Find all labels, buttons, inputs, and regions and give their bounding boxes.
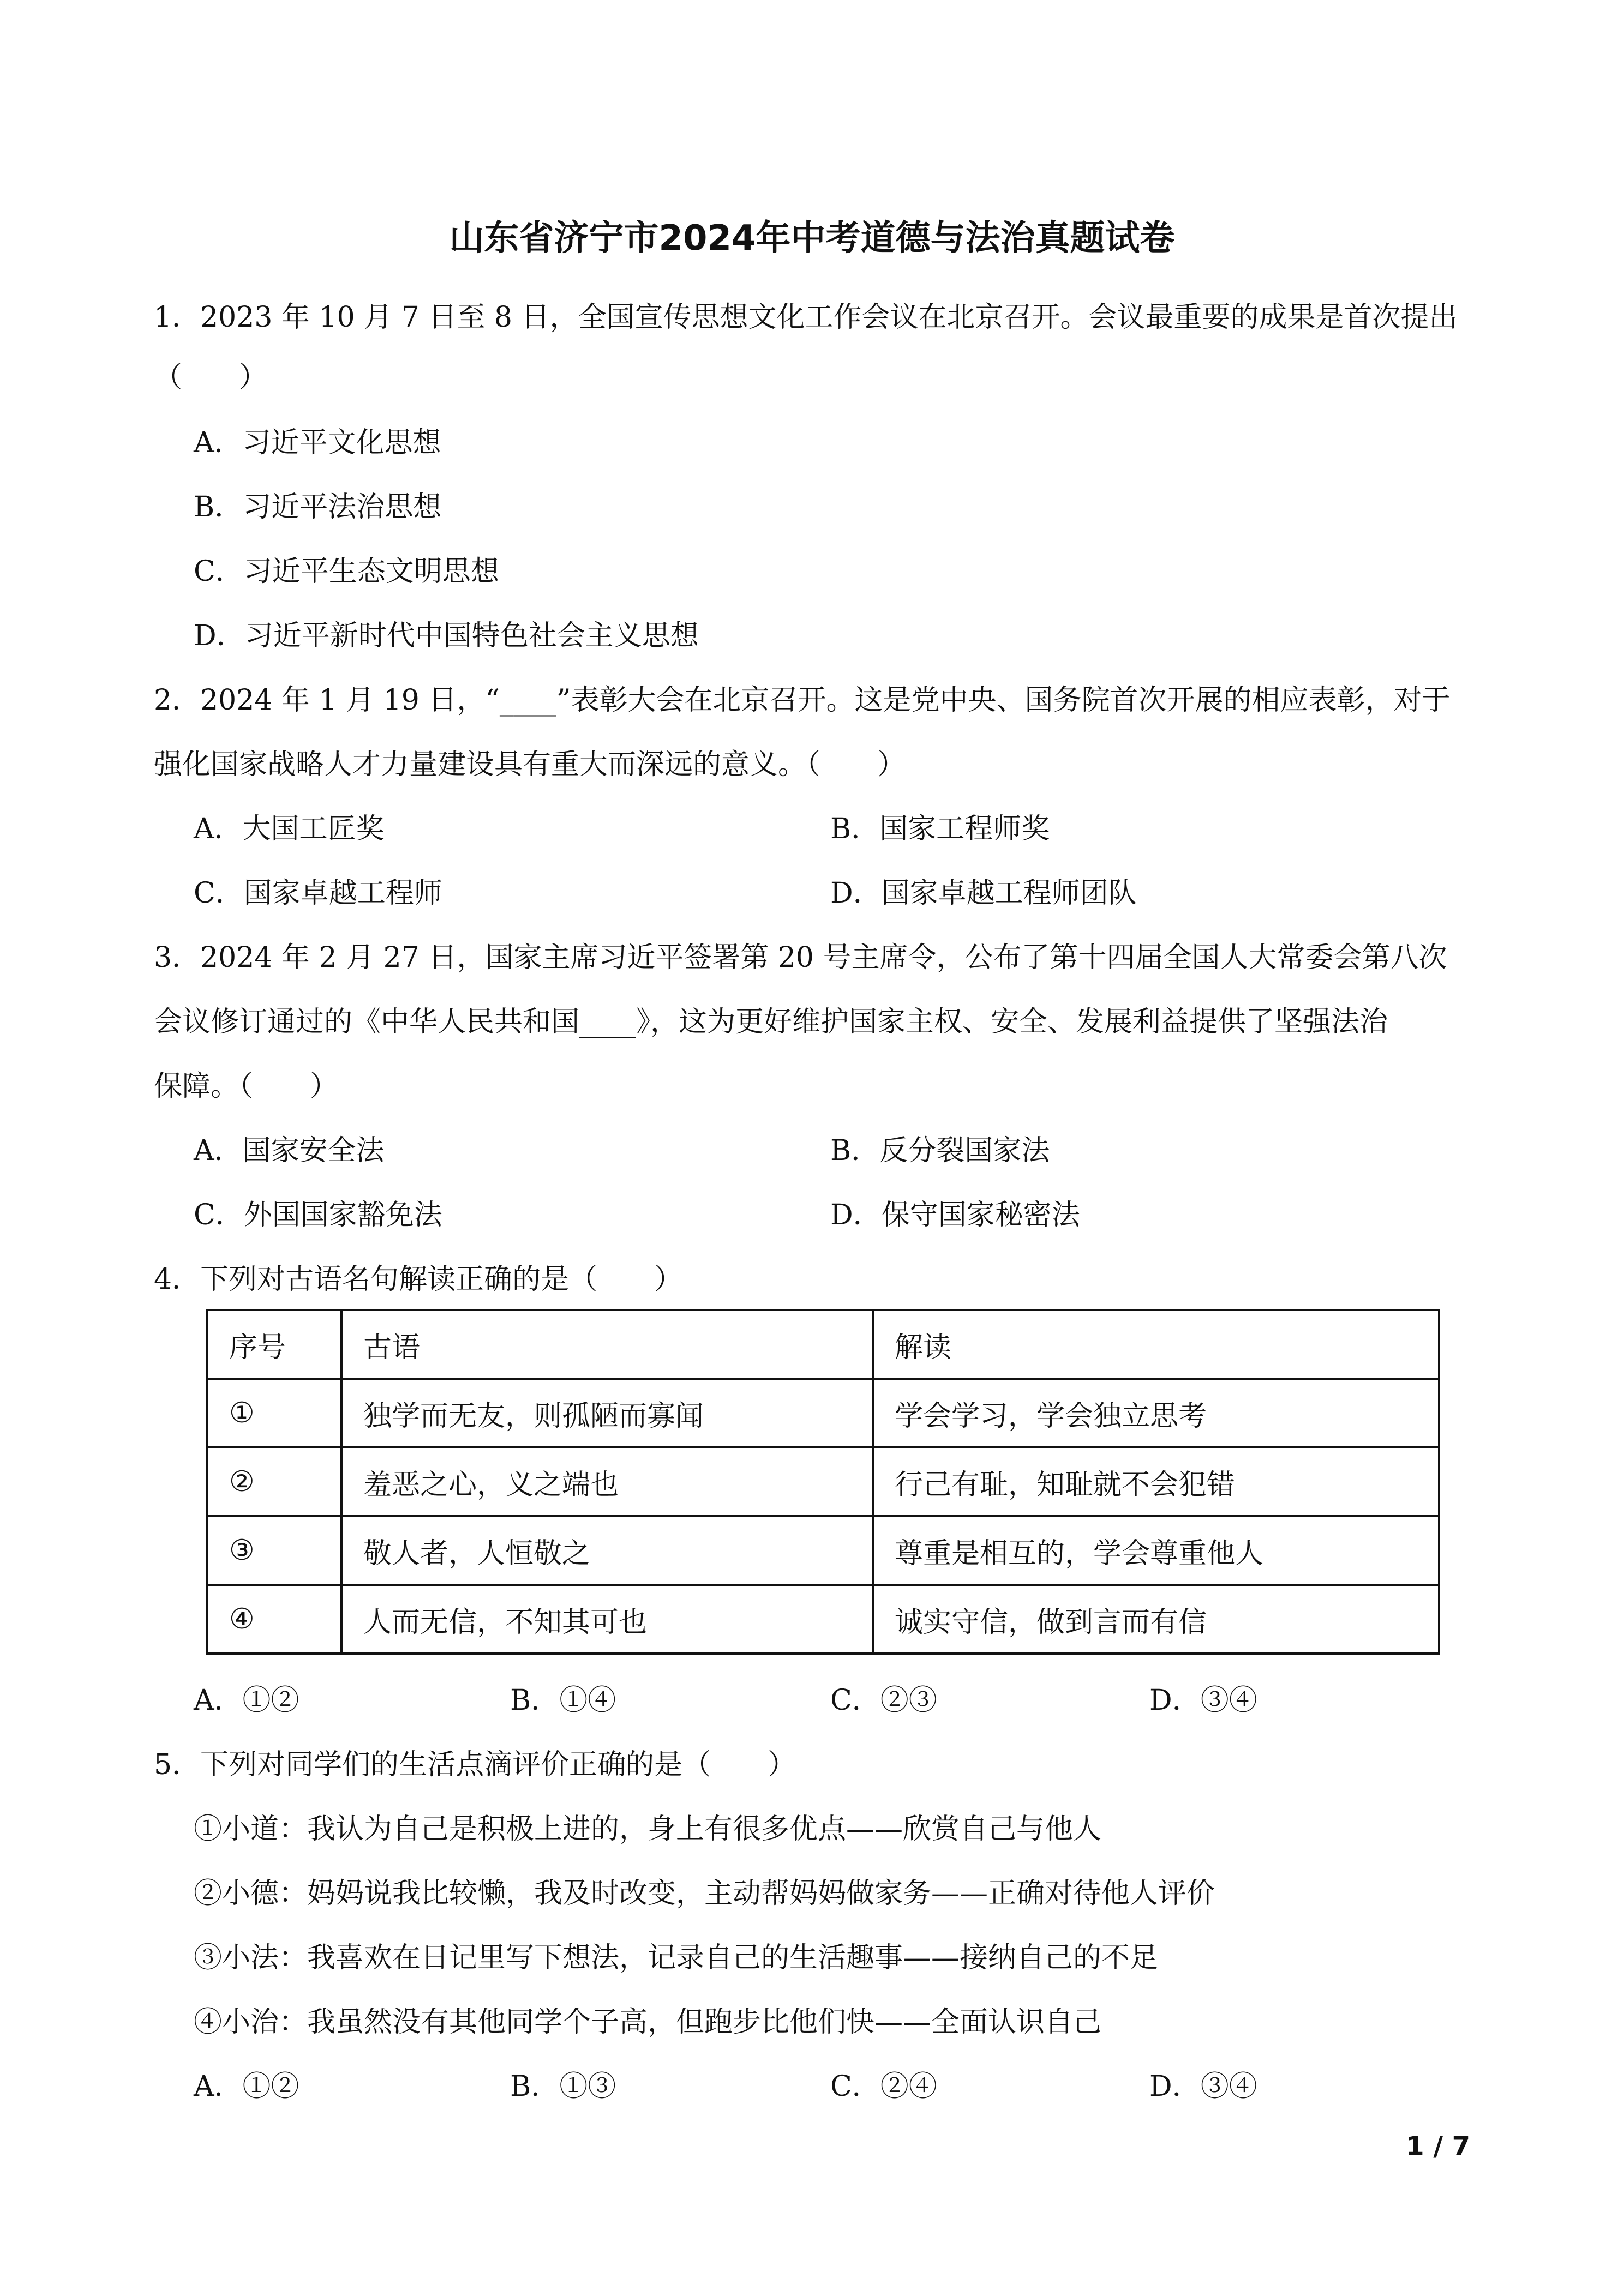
question-3-option-a: A．国家安全法 — [194, 1134, 385, 1167]
question-3-option-c: C．外国国家豁免法 — [194, 1199, 442, 1231]
question-1-option-b: B．习近平法治思想 — [194, 491, 442, 524]
table-cell: 独学而无友，则孤陋而寡闻 — [341, 1379, 873, 1447]
question-5-option-d: D．③④ — [1149, 2070, 1257, 2103]
question-2-stem-continued: 强化国家战略人才力量建设具有重大而深远的意义。（ ） — [154, 748, 906, 781]
question-4-option-a: A．①② — [194, 1684, 299, 1717]
question-4-option-b: B．①④ — [510, 1684, 616, 1717]
question-5-statement-3: ③小法：我喜欢在日记里写下想法，记录自己的生活趣事——接纳自己的不足 — [194, 1942, 1159, 1974]
question-3-option-b: B．反分裂国家法 — [830, 1134, 1050, 1167]
question-1-option-a: A．习近平文化思想 — [194, 426, 441, 459]
question-4-option-d: D．③④ — [1149, 1684, 1257, 1717]
page-number: 1 / 7 — [1406, 2131, 1470, 2162]
question-5-option-c: C．②④ — [830, 2070, 937, 2103]
table-cell: 敬人者，人恒敬之 — [341, 1516, 873, 1585]
table-cell: 人而无信，不知其可也 — [341, 1585, 873, 1654]
question-5-option-a: A．①② — [194, 2070, 299, 2103]
table-cell: ② — [207, 1447, 341, 1516]
table-row — [207, 1516, 1439, 1585]
question-1-stem-continued: （ ） — [154, 361, 268, 394]
table-header-cell: 序号 — [207, 1310, 341, 1379]
table-header-cell: 古语 — [341, 1310, 873, 1379]
table-cell: ① — [207, 1379, 341, 1447]
table-header-cell: 解读 — [873, 1310, 1439, 1379]
question-5-statement-4: ④小治：我虽然没有其他同学个子高，但跑步比他们快——全面认识自己 — [194, 2006, 1102, 2039]
table-cell: ③ — [207, 1516, 341, 1585]
question-5-option-b: B．①③ — [510, 2070, 616, 2103]
question-5-stem: 5．下列对同学们的生活点滴评价正确的是（ ） — [154, 1748, 796, 1781]
question-2-stem: 2．2024 年 1 月 19 日，“____”表彰大会在北京召开。这是党中央、国务院首次开展的相应表彰，对于 — [154, 684, 1451, 717]
question-1-stem: 1．2023 年 10 月 7 日至 8 日，全国宣传思想文化工作会议在北京召开。会议最重要的成果是首次提出 — [154, 301, 1458, 334]
question-2-option-c: C．国家卓越工程师 — [194, 877, 442, 910]
question-2-option-d: D．国家卓越工程师团队 — [830, 877, 1137, 910]
question-2-option-a: A．大国工匠奖 — [194, 813, 385, 845]
table-cell: 尊重是相互的，学会尊重他人 — [873, 1516, 1439, 1585]
question-4-stem: 4．下列对古语名句解读正确的是（ ） — [154, 1263, 683, 1296]
question-4-option-c: C．②③ — [830, 1684, 937, 1717]
table-row — [207, 1447, 1439, 1516]
question-3-stem: 3．2024 年 2 月 27 日，国家主席习近平签署第 20 号主席令，公布了第十四届全国人大常委会第八次 — [154, 941, 1447, 974]
table-cell: 行己有耻，知耻就不会犯错 — [873, 1447, 1439, 1516]
page-title: 山东省济宁市2024年中考道德与法治真题试卷 — [449, 218, 1175, 259]
question-5-statement-2: ②小德：妈妈说我比较懒，我及时改变，主动帮妈妈做家务——正确对待他人评价 — [194, 1877, 1215, 1910]
table-cell: 学会学习，学会独立思考 — [873, 1379, 1439, 1447]
question-2-option-b: B．国家工程师奖 — [830, 813, 1050, 845]
question-5-statement-1: ①小道：我认为自己是积极上进的，身上有很多优点——欣赏自己与他人 — [194, 1813, 1102, 1846]
table-row — [207, 1585, 1439, 1654]
table-header-row — [207, 1310, 1439, 1379]
table-cell: 诚实守信，做到言而有信 — [873, 1585, 1439, 1654]
question-3-stem-end: 保障。（ ） — [154, 1070, 339, 1103]
table-cell: ④ — [207, 1585, 341, 1654]
question-1-option-d: D．习近平新时代中国特色社会主义思想 — [194, 620, 699, 652]
table-cell: 羞恶之心，义之端也 — [341, 1447, 873, 1516]
question-3-stem-continued: 会议修订通过的《中华人民共和国____》，这为更好维护国家主权、安全、发展利益提供了坚强法治 — [154, 1006, 1388, 1038]
question-1-option-c: C．习近平生态文明思想 — [194, 555, 499, 588]
table-row — [207, 1379, 1439, 1447]
question-4-table — [206, 1309, 1440, 1655]
question-3-option-d: D．保守国家秘密法 — [830, 1199, 1080, 1231]
